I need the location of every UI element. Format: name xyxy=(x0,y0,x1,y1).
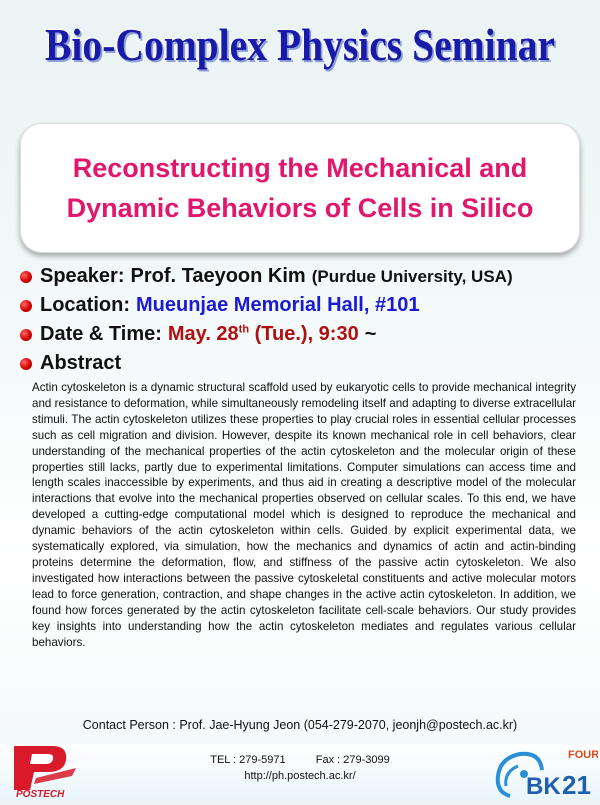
bullet-icon xyxy=(20,358,32,370)
bullet-icon xyxy=(20,271,32,283)
datetime-value xyxy=(168,323,359,346)
location-label: Location: xyxy=(40,294,130,316)
date-suffix: (Tue.), 9:30 xyxy=(249,323,359,345)
talk-title xyxy=(67,148,534,228)
department-url[interactable]: http://ph.postech.ac.kr/ xyxy=(244,770,356,782)
bk21-four-text: FOUR xyxy=(568,749,598,761)
talk-title-box xyxy=(20,123,580,253)
bk21-num-text: 21 xyxy=(562,770,591,800)
bk21-four-logo xyxy=(490,744,598,800)
postech-logo-text: POSTECH xyxy=(16,789,65,798)
contact-person: Contact Person : Prof. Jae-Hyung Jeon (054-279-2070, jeonjh@postech.ac.kr) xyxy=(82,718,518,732)
date-prefix: May. 28 xyxy=(167,323,239,345)
location-value: Mueunjae Memorial Hall, #101 xyxy=(136,294,420,316)
bullet-icon xyxy=(20,329,32,341)
speaker-name: Prof. Taeyoon Kim xyxy=(130,265,306,287)
datetime-row xyxy=(20,320,590,349)
bk21-bk-text: BK xyxy=(526,773,561,800)
abstract-row xyxy=(20,349,590,378)
datetime-label: Date & Time: xyxy=(40,323,162,345)
talk-title-line2: Dynamic Behaviors of Cells in Silico xyxy=(66,193,534,223)
tel-number: TEL : 279-5971 xyxy=(210,754,286,766)
bullet-icon xyxy=(20,300,32,312)
abstract-label: Abstract xyxy=(40,352,122,374)
location-row xyxy=(20,291,590,320)
date-ordinal: th xyxy=(238,323,250,336)
speaker-label: Speaker: xyxy=(40,265,125,287)
talk-info xyxy=(20,262,590,378)
abstract-text: Actin cytoskeleton is a dynamic structural scaffold used by eukaryotic cells to provide mechanical integrity and resistance to deformation, while simultaneously remodeling itself and adapting to diverse extracellular stimuli. The actin cytoskeleton utilizes these properties to play crucial roles in essential cellular processes such as cell migration and division. However, despite its known mechanical role in cell behaviors, clear understanding of the mechanical properties of the actin cytoskeleton and the molecular origin of these properties still lacks, partly due to experimental limitations. Computer simulations can access time and length scales inaccessible by experiments, and thus aid in creating a descriptive model of the molecular interactions that evolve into the mechanical properties observed on cellular scales. To this end, we have developed a cutting-edge computational model which is designed to reproduce the mechanical and dynamic behaviors of the actin cytoskeleton within cells. Guided by explicit experimental data, we systematically explored, via simulation, how the mechanics and dynamics of actin and actin-binding proteins determine the deformation, flow, and stiffness of the passive actin cytoskeleton. We also investigated how interactions between the passive cytoskeletal constituents and active molecular motors lead to force generation, contraction, and shape changes in the active actin cytoskeleton. In addition, we found how forces generated by the actin cytoskeleton facilitate cell-scale behaviors. Our study provides key insights into understanding how the actin cytoskeleton mediates and regulates various cellular behaviors. xyxy=(32,381,576,649)
speaker-row xyxy=(20,262,590,291)
fax-number: Fax : 279-3099 xyxy=(315,754,390,766)
talk-title-line1: Reconstructing the Mechanical and xyxy=(72,153,528,183)
datetime-tilde: ~ xyxy=(364,323,377,345)
seminar-series-title: Bio-Complex Physics Seminar xyxy=(45,19,555,70)
speaker-affiliation: (Purdue University, USA) xyxy=(311,266,513,286)
